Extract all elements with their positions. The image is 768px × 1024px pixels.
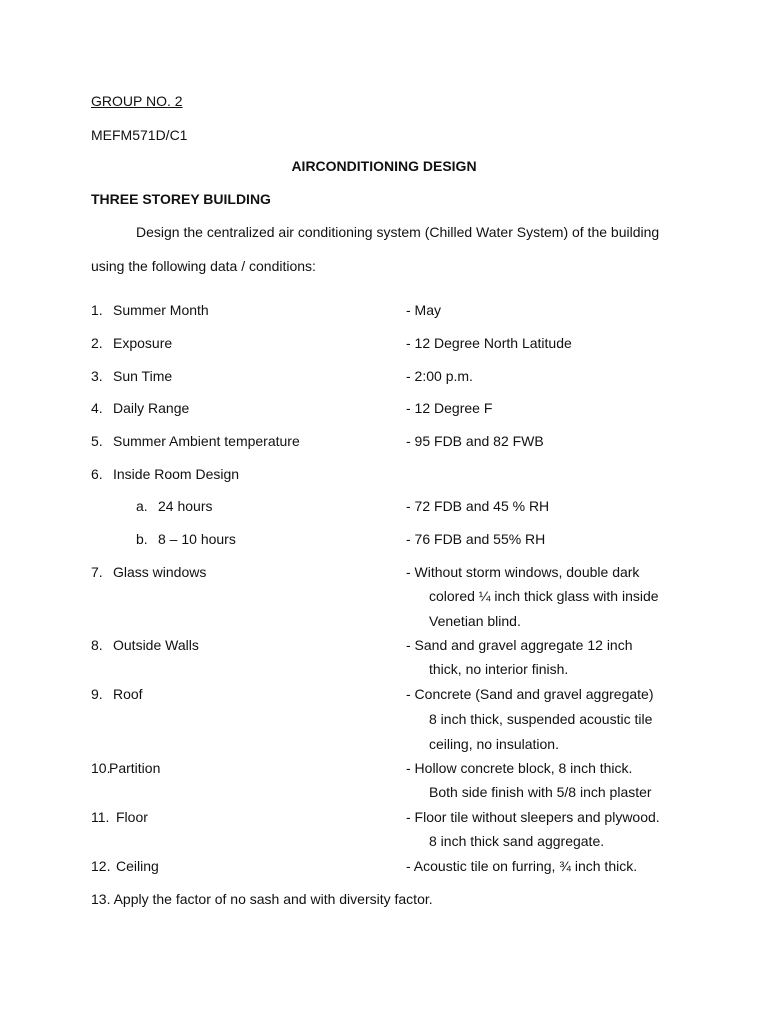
intro-line-2: using the following data / conditions:	[91, 258, 316, 274]
document-title: AIRCONDITIONING DESIGN	[291, 158, 477, 174]
item-value: - May	[406, 302, 441, 318]
item-value: - 12 Degree North Latitude	[406, 335, 572, 351]
item-label: Roof	[113, 686, 143, 702]
item-number: 5.	[91, 433, 103, 449]
item-value: - Concrete (Sand and gravel aggregate)	[406, 686, 654, 702]
item-value-continuation: Both side finish with 5/8 inch plaster	[429, 784, 652, 800]
item-value-continuation: ceiling, no insulation.	[429, 736, 559, 752]
course-code: MEFM571D/C1	[91, 127, 188, 143]
item-value-continuation: 8 inch thick sand aggregate.	[429, 833, 605, 849]
item-value: - 95 FDB and 82 FWB	[406, 433, 544, 449]
item-number: 1.	[91, 302, 103, 318]
item-value: - Without storm windows, double dark	[406, 564, 640, 580]
item-value: - 2:00 p.m.	[406, 368, 473, 384]
item-value: - 12 Degree F	[406, 400, 493, 416]
item-number: 4.	[91, 400, 103, 416]
final-item: 13. Apply the factor of no sash and with diversity factor.	[91, 891, 433, 907]
item-label: Summer Month	[113, 302, 209, 318]
document-subtitle: THREE STOREY BUILDING	[91, 191, 271, 207]
subitem-value: - 72 FDB and 45 % RH	[406, 498, 550, 514]
subitem-label: 24 hours	[158, 498, 213, 514]
item-label: Summer Ambient temperature	[113, 433, 300, 449]
item-value: - Hollow concrete block, 8 inch thick.	[406, 760, 633, 776]
item-value: - Sand and gravel aggregate 12 inch	[406, 637, 633, 653]
item-number: 2.	[91, 335, 103, 351]
item-label: Glass windows	[113, 564, 207, 580]
subitem-letter: b.	[136, 531, 148, 547]
item-value: - Acoustic tile on furring, ¾ inch thick.	[406, 858, 638, 874]
item-label: Daily Range	[113, 400, 190, 416]
item-number: 12.	[91, 858, 111, 874]
item-value-continuation: colored ¼ inch thick glass with inside	[429, 588, 659, 604]
intro-line-1: Design the centralized air conditioning system (Chilled Water System) of the building	[136, 224, 660, 240]
item-number: 8.	[91, 637, 103, 653]
item-label: Floor	[116, 809, 148, 825]
item-label: Inside Room Design	[113, 466, 240, 482]
item-number: 9.	[91, 686, 103, 702]
item-label: Outside Walls	[113, 637, 199, 653]
item-label: Sun Time	[113, 368, 173, 384]
item-value-continuation: 8 inch thick, suspended acoustic tile	[429, 711, 653, 727]
item-value-continuation: thick, no interior finish.	[429, 661, 569, 677]
subitem-letter: a.	[136, 498, 148, 514]
item-number: 6.	[91, 466, 103, 482]
item-number: 7.	[91, 564, 103, 580]
item-value: - Floor tile without sleepers and plywood.	[406, 809, 660, 825]
item-number: 11.	[91, 809, 110, 825]
subitem-value: - 76 FDB and 55% RH	[406, 531, 546, 547]
item-number: 3.	[91, 368, 103, 384]
item-label: Ceiling	[116, 858, 159, 874]
group-number: GROUP NO. 2	[91, 93, 183, 109]
item-label: Exposure	[113, 335, 173, 351]
item-number: 10.	[91, 760, 111, 776]
item-value-continuation: Venetian blind.	[429, 613, 521, 629]
item-label: Partition	[109, 760, 161, 776]
subitem-label: 8 – 10 hours	[158, 531, 236, 547]
